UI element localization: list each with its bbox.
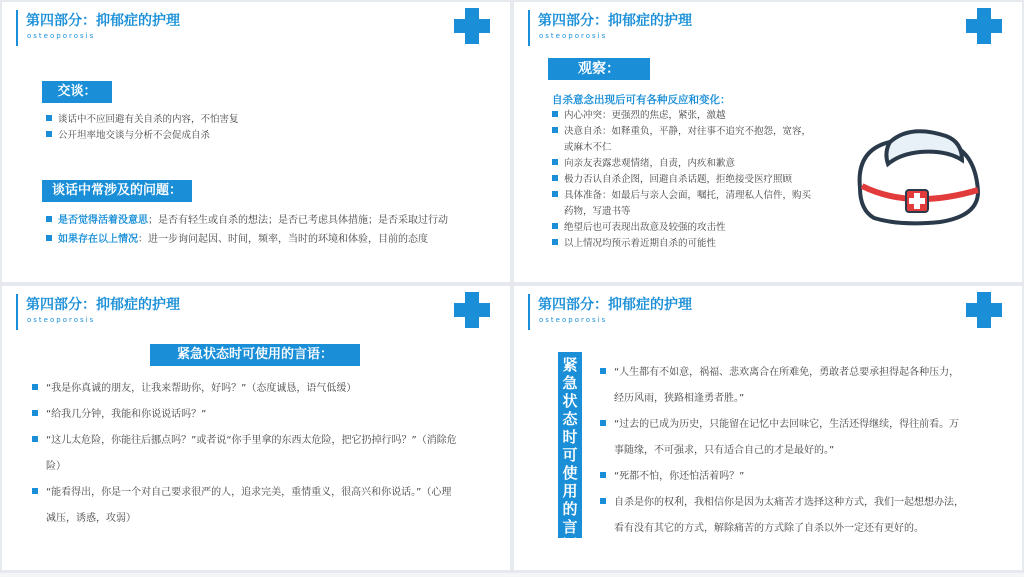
conversation-list <box>46 112 486 144</box>
bullet-square-icon <box>32 488 38 494</box>
bottom-strip <box>0 573 1024 577</box>
bullet-square-icon <box>600 498 606 504</box>
header-accent-bar <box>16 294 18 330</box>
list-item: 自杀是你的权利，我相信你是因为太痛苦才选择这种方式，我们一起想想办法， 看有没有其它的方式，解除痛苦的方式除了自杀以外一定还有更好的。 <box>600 490 1000 542</box>
slide-emergency-phrases <box>2 286 510 570</box>
nurse-cap-icon <box>850 120 990 236</box>
comfort-phrases-list <box>600 360 1000 542</box>
bullet-square-icon <box>552 239 558 245</box>
bullet-square-icon <box>46 115 52 121</box>
bullet-square-icon <box>600 472 606 478</box>
slide-title: 第四部分：抑郁症的护理 <box>26 297 180 313</box>
bullet-square-icon <box>552 159 558 165</box>
list-item: 以上情况均预示着近期自杀的可能性 <box>552 236 842 252</box>
bullet-square-icon <box>46 131 52 137</box>
slide-conversation <box>2 2 510 282</box>
list-item: 是否觉得活着没意思；是否有轻生或自杀的想法；是否已考虑具体措施；是否采取过行动 <box>46 211 506 230</box>
conversation-tag: 交谈： <box>42 81 112 103</box>
list-item: “我是你真诚的朋友，让我来帮助你，好吗？”（态度诚恳，语气低缓） <box>32 376 494 402</box>
vertical-emergency-tag: 紧 急 状 态 时 可 使 用 的 言 语 ： <box>558 352 582 538</box>
list-item: 具体准备：如最后与亲人会面，嘱托，清理私人信件，购买 药物，写遗书等 <box>552 188 842 220</box>
list-item: 极力否认自杀企图，回避自杀话题，拒绝接受医疗照顾 <box>552 172 842 188</box>
bullet-square-icon <box>600 420 606 426</box>
medical-cross-icon <box>454 292 490 328</box>
list-item: “这儿太危险，你能往后挪点吗？”或者说“你手里拿的东西太危险，把它扔掉行吗？”（消除危 险） <box>32 428 494 480</box>
list-item: “死都不怕，你还怕活着吗？” <box>600 464 1000 490</box>
slide-subtitle: osteoporosis <box>539 32 608 40</box>
slide-title: 第四部分：抑郁症的护理 <box>538 297 692 313</box>
bullet-square-icon <box>600 368 606 374</box>
list-item: “过去的已成为历史，只能留在记忆中去回味它，生活还得继续，得往前看。万 事随缘，不可强求，只有适合自己的才是最好的。” <box>600 412 1000 464</box>
medical-cross-icon <box>966 8 1002 44</box>
header-accent-bar <box>16 10 18 46</box>
bullet-square-icon <box>32 436 38 442</box>
slide-subtitle: osteoporosis <box>27 316 96 324</box>
bullet-square-icon <box>46 216 52 222</box>
list-item: 内心冲突：更强烈的焦虑，紧张，激越 <box>552 108 842 124</box>
observation-tag: 观察： <box>548 58 650 80</box>
observation-list <box>552 108 842 252</box>
emergency-phrases-list <box>32 376 494 532</box>
header-accent-bar <box>528 10 530 46</box>
common-questions-tag: 谈话中常涉及的问题： <box>42 180 192 202</box>
medical-cross-icon <box>454 8 490 44</box>
list-item: 向亲友表露悲观情绪，自责，内疚和歉意 <box>552 156 842 172</box>
list-item: “人生都有不如意，祸福、悲欢离合在所难免，勇敢者总要承担得起各种压力， 经历风雨，狭路相逢勇者胜。” <box>600 360 1000 412</box>
list-item: 绝望后也可表现出敌意及较强的攻击性 <box>552 220 842 236</box>
list-item: “能看得出，你是一个对自己要求很严的人，追求完美，重情重义，很高兴和你说话。”（心理 减压，诱惑，攻弱） <box>32 480 494 532</box>
bullet-square-icon <box>32 410 38 416</box>
bullet-square-icon <box>552 223 558 229</box>
bullet-square-icon <box>552 191 558 197</box>
slide-emergency-phrases-2 <box>514 286 1022 570</box>
list-item: “给我几分钟，我能和你说说话吗？” <box>32 402 494 428</box>
slide-observation <box>514 2 1022 282</box>
bullet-square-icon <box>552 127 558 133</box>
bullet-square-icon <box>552 175 558 181</box>
list-item: 决意自杀：如释重负，平静，对往事不追究不抱怨，宽容， 或麻木不仁 <box>552 124 842 156</box>
slide-title: 第四部分：抑郁症的护理 <box>538 13 692 29</box>
slide-title: 第四部分：抑郁症的护理 <box>26 13 180 29</box>
list-item: 公开坦率地交谈与分析不会促成自杀 <box>46 128 486 144</box>
header-accent-bar <box>528 294 530 330</box>
observation-heading: 自杀意念出现后可有各种反应和变化： <box>552 94 731 106</box>
questions-list <box>46 211 506 249</box>
emergency-phrases-tag: 紧急状态时可使用的言语： <box>150 344 360 366</box>
list-item: 谈话中不应回避有关自杀的内容，不怕害复 <box>46 112 486 128</box>
medical-cross-icon <box>966 292 1002 328</box>
slide-subtitle: osteoporosis <box>539 316 608 324</box>
bullet-square-icon <box>46 235 52 241</box>
slide-subtitle: osteoporosis <box>27 32 96 40</box>
list-item: 如果存在以上情况：进一步询问起因、时间，频率，当时的环境和体验，目前的态度 <box>46 230 506 249</box>
bullet-square-icon <box>32 384 38 390</box>
bullet-square-icon <box>552 111 558 117</box>
